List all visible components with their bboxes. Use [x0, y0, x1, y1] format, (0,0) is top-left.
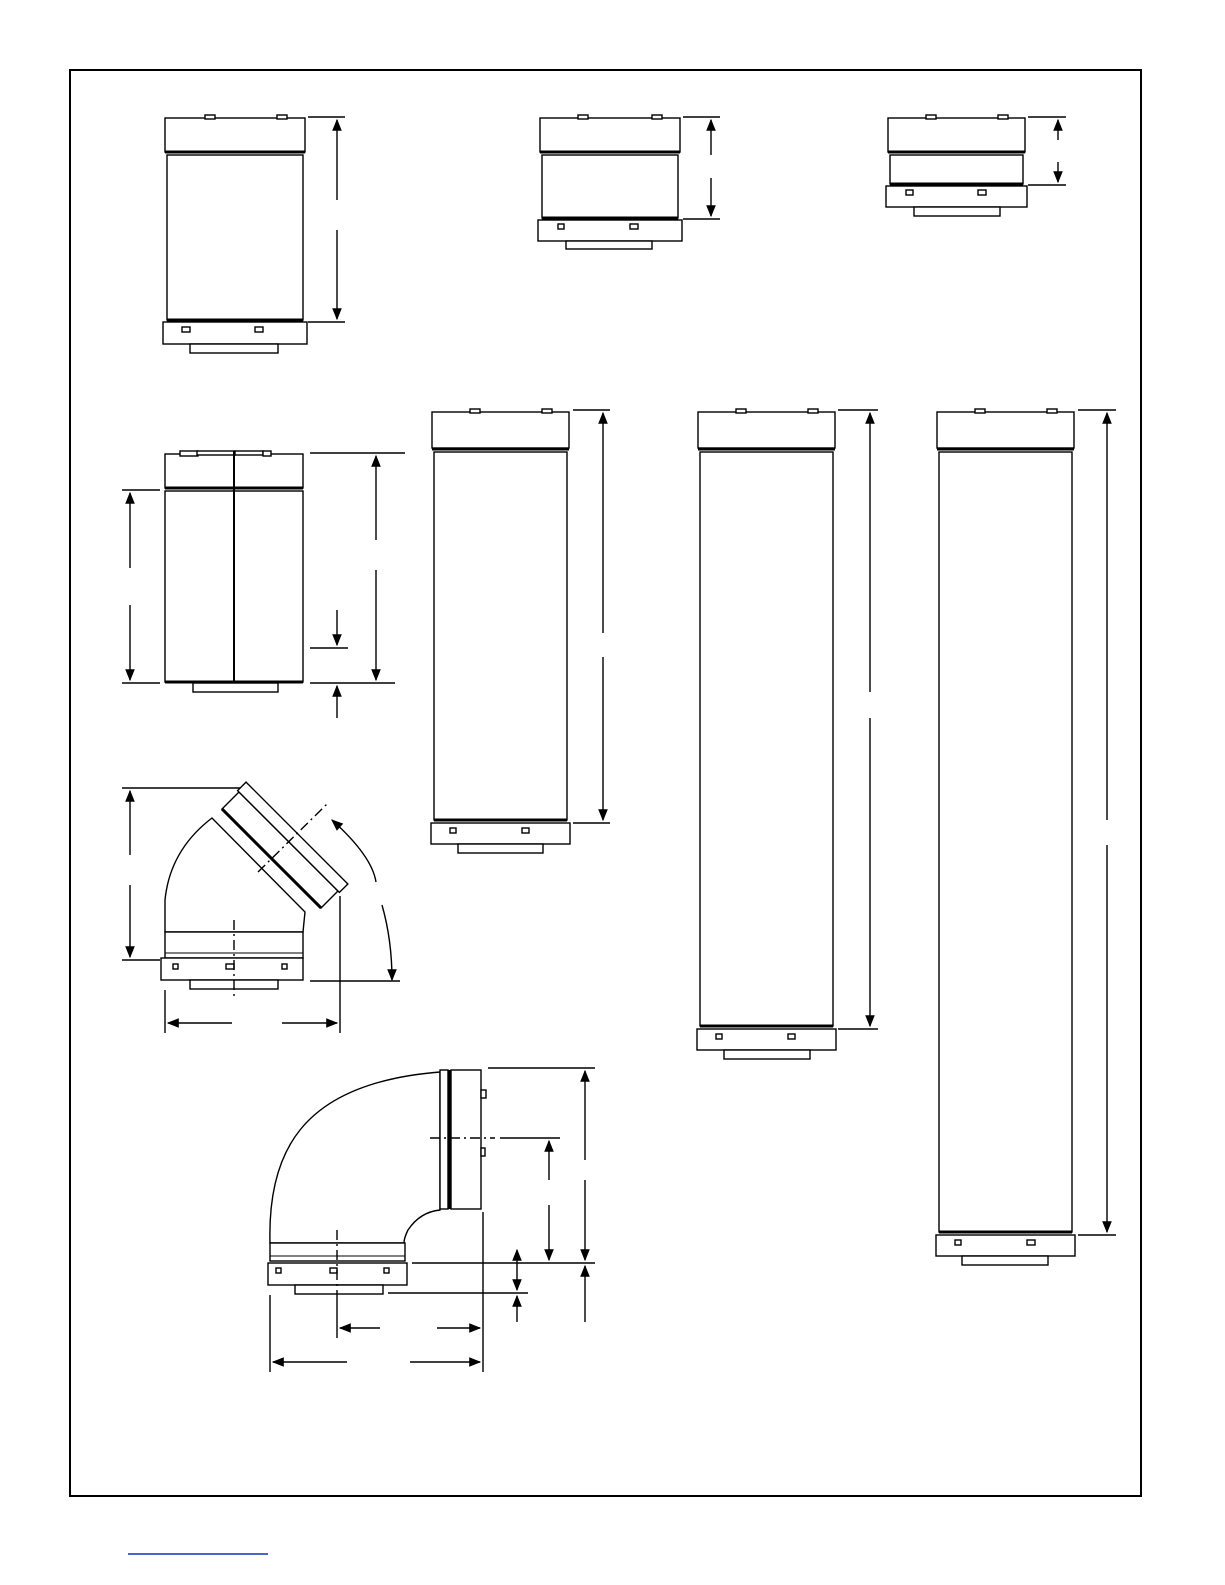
- straight-pipe-medium: [163, 115, 345, 353]
- elbow-45: [122, 782, 400, 1033]
- straight-pipe-longest: [936, 409, 1116, 1265]
- elbow-90: [268, 1068, 595, 1372]
- footer-link-underline[interactable]: [128, 1553, 268, 1555]
- straight-pipe-short: [538, 115, 720, 249]
- straight-pipe-shortest: [886, 115, 1066, 216]
- adjustable-pipe: [122, 451, 405, 718]
- straight-pipe-long: [431, 409, 610, 853]
- straight-pipe-longer: [697, 409, 878, 1059]
